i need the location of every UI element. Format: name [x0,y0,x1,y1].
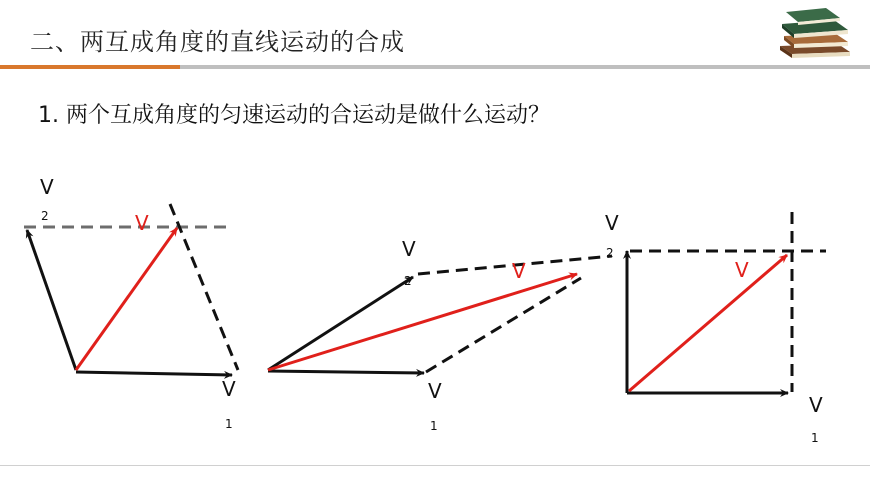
resultant-v-arrow [76,228,177,370]
v1-label: V [428,379,442,403]
diagram-3 [605,211,826,445]
v-label: V [735,258,749,282]
v2-arrow [268,277,413,370]
v-label: V [135,211,149,235]
diagram-1 [24,175,238,431]
question-text: 1. 两个互成角度的匀速运动的合运动是做什么运动？ [38,103,550,128]
v2-subscript: 2 [41,209,49,223]
slide-title: 二、两互成角度的直线运动的合成 [30,28,405,56]
v2-arrow [27,230,76,370]
v1-arrow [76,372,232,375]
v2-label: V [605,211,619,235]
resultant-v-arrow [268,274,577,370]
footer-divider [0,465,870,466]
v2-label: V [402,237,416,261]
v1-label: V [809,393,823,417]
v2-subscript: 2 [606,246,614,260]
dashed-line-right [170,204,238,370]
resultant-v-arrow [629,255,787,391]
v1-arrow [268,371,424,373]
v2-subscript: 2 [404,274,412,288]
v1-subscript: 1 [430,419,438,433]
v1-label: V [222,377,236,401]
dashed-line-right [426,278,581,372]
v1-subscript: 1 [225,417,233,431]
diagram-2 [268,237,612,433]
v2-label: V [40,175,54,199]
v-label: V [512,259,526,283]
v1-subscript: 1 [811,431,819,445]
